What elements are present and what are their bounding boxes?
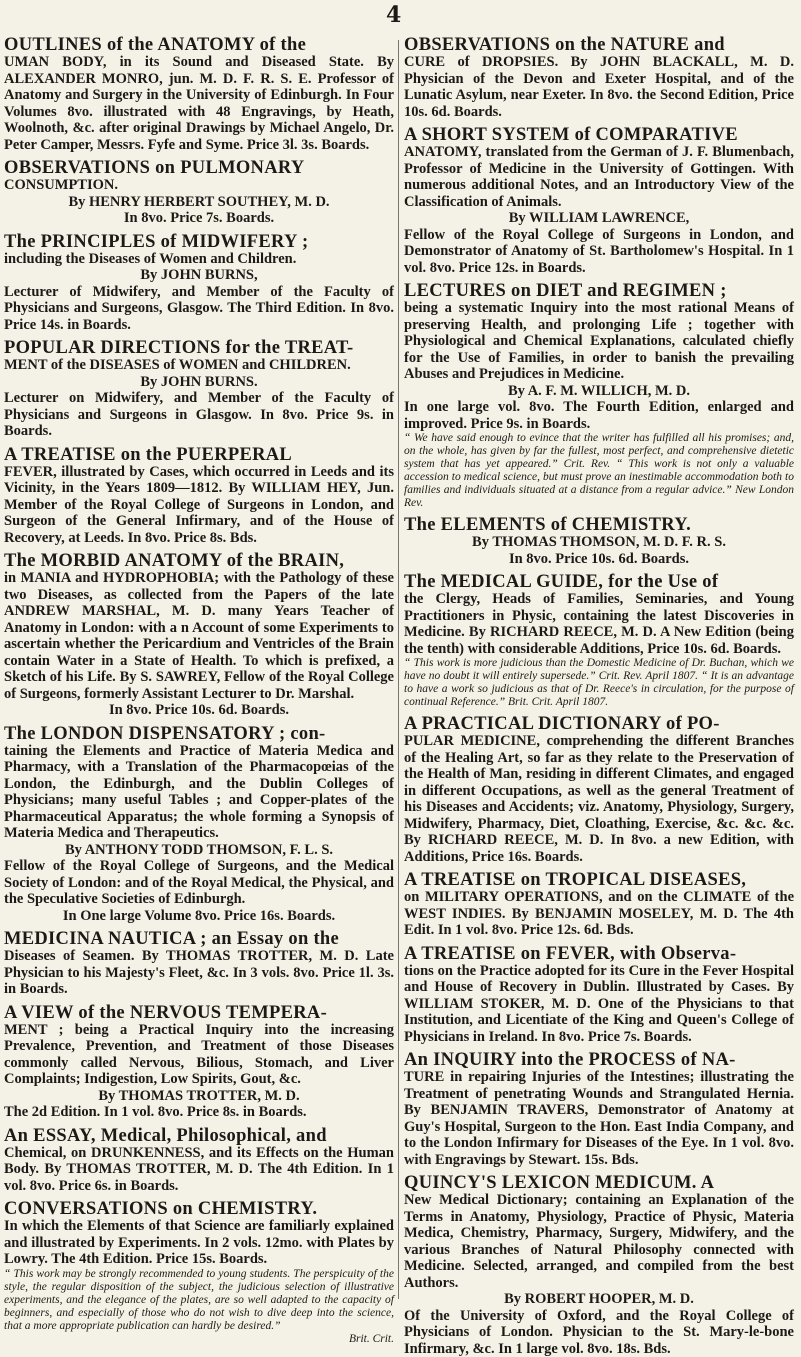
- ad-price: In 8vo. Price 7s. Boards.: [4, 210, 394, 227]
- advertisement: [4, 930, 394, 998]
- ad-head: MEDICINA NAUTICA ; an Essay on the: [4, 930, 394, 948]
- advertisement: [404, 945, 794, 1046]
- advertisement: [4, 725, 394, 925]
- left-column: [4, 36, 394, 1333]
- ad-quote: “ This work is more judicious than the Domestic Medicine of Dr. Buchan, which we have no doubt it will entirely supersede.” Crit. Rev. April 1807. “ It is an advantage to have a work so judicious as that of Dr. Reece's in circulation, for the purpose of continual Reference.” Brit. Crit. April 1807.: [404, 657, 794, 709]
- ad-body: UMAN BODY, in its Sound and Diseased State. By ALEXANDER MONRO, jun. M. D. F. R. S. E. Professor of Anatomy and Surgery in the University of Edinburgh. In Four Volumes 8vo. illustrated with 48 Engravings, by Heath, Woolnoth, &c. after original Drawings by Michael Angelo, Dr. Peter Camper, Messrs. Fyfe and Syme. Price 3l. 3s. Boards.: [4, 54, 394, 153]
- ad-head: LECTURES on DIET and REGIMEN ;: [404, 282, 794, 300]
- ad-author: By WILLIAM LAWRENCE,: [404, 210, 794, 227]
- ad-head: OBSERVATIONS on PULMONARY: [4, 159, 394, 177]
- ad-head: A PRACTICAL DICTIONARY of PO-: [404, 715, 794, 733]
- ad-body: CURE of DROPSIES. By JOHN BLACKALL, M. D. Physician of the Devon and Exeter Hospital, and of the Lunatic Asylum, near Exeter. In 8vo. the Second Edition, Price 10s. 6d. Boards.: [404, 54, 794, 120]
- ad-head: OBSERVATIONS on the NATURE and: [404, 36, 794, 54]
- ad-author: By ROBERT HOOPER, M. D.: [404, 1291, 794, 1308]
- right-column: [404, 36, 794, 1333]
- ad-body: CONSUMPTION.: [4, 177, 394, 194]
- ad-author: By A. F. M. WILLICH, M. D.: [404, 383, 794, 400]
- ad-quote: “ We have said enough to evince that the writer has fulfilled all his promises; and, on the whole, has given by far the fullest, most perfect, and comprehensive dietetic system that has yet appeared.” Crit. Rev. “ This work is not only a valuable accession to medical science, but must prove an inestimable accommodation both to families and individuals situated at a distance from a regular advice.” New London Rev.: [404, 432, 794, 510]
- ad-body2: Lecturer of Midwifery, and Member of the Faculty of Physicians and Surgeons, Glasgow. The Third Edition. In 8vo. Price 14s. in Boards.: [4, 284, 394, 334]
- ad-head: QUINCY'S LEXICON MEDICUM. A: [404, 1174, 794, 1192]
- ad-author: By JOHN BURNS,: [4, 267, 394, 284]
- advertisement: [404, 1051, 794, 1168]
- ad-head: The LONDON DISPENSATORY ; con-: [4, 725, 394, 743]
- ad-head: The MORBID ANATOMY of the BRAIN,: [4, 552, 394, 570]
- page-number: 4: [386, 2, 401, 28]
- ad-head: CONVERSATIONS on CHEMISTRY.: [4, 1200, 394, 1218]
- ad-body: in MANIA and HYDROPHOBIA; with the Pathology of these two Diseases, as collected from the Papers of the late ANDREW MARSHAL, M. D. many Years Teacher of Anatomy in London: with a n Account of some Experiments to ascertain whether the Pericardium and Ventricles of the Brain contain Water in a State of Health. To which is prefixed, a Sketch of his Life. By S. SAWREY, Fellow of the Royal College of Surgeons, formerly Assistant Lecturer to Dr. Marshal.: [4, 570, 394, 702]
- ad-body: ANATOMY, translated from the German of J. F. Blumenbach, Professor of Medicine in the University of Gottingen. With numerous additional Notes, and an Introductory View of the Classification of Animals.: [404, 144, 794, 210]
- ad-body: the Clergy, Heads of Families, Seminaries, and Young Practitioners in Physic, containing the latest Discoveries in Medicine. By RICHARD REECE, M. D. A New Edition (being the tenth) with considerable Additions, Price 10s. 6d. Boards.: [404, 591, 794, 657]
- ad-price: In One large Volume 8vo. Price 16s. Boards.: [4, 908, 394, 925]
- ad-body: Chemical, on DRUNKENNESS, and its Effects on the Human Body. By THOMAS TROTTER, M. D. The 4th Edition. In 1 vol. 8vo. Price 6s. in Boards.: [4, 1145, 394, 1195]
- advertisement: [404, 282, 794, 510]
- advertisement: [404, 573, 794, 709]
- ad-head: A TREATISE on FEVER, with Observa-: [404, 945, 794, 963]
- ad-body: being a systematic Inquiry into the most rational Means of preserving Health, and prolonging Life ; together with Physiological and Chemical Explanations, calculated chiefly for the Use of Families, in order to banish the prevailing Abuses and Prejudices in Medicine.: [404, 300, 794, 383]
- ad-author: By THOMAS TROTTER, M. D.: [4, 1088, 394, 1105]
- ad-body: FEVER, illustrated by Cases, which occurred in Leeds and its Vicinity, in the Years 1809—1812. By WILLIAM HEY, Jun. Member of the Royal College of Surgeons in London, and Surgeon of the General Infirmary, and of the House of Recovery, at Leeds. In 8vo. Price 8s. Bds.: [4, 464, 394, 547]
- ad-body: In which the Elements of that Science are familiarly explained and illustrated by Experiments. In 2 vols. 12mo. with Plates by Lowry. The 4th Edition. Price 15s. Boards.: [4, 1218, 394, 1268]
- ad-head: An INQUIRY into the PROCESS of NA-: [404, 1051, 794, 1069]
- advertisement: [404, 1174, 794, 1357]
- ad-author: By JOHN BURNS.: [4, 374, 394, 391]
- column-rule: [398, 40, 399, 1299]
- ad-body: New Medical Dictionary; containing an Explanation of the Terms in Anatomy, Physiology, Practice of Physic, Materia Medica, Chemistry, Pharmacy, Surgery, Midwifery, and the various Branches of Natural Philosophy connected with Medicine. Selected, arranged, and compiled from the best Authors.: [404, 1192, 794, 1291]
- advertisement: [4, 446, 394, 547]
- ad-body: Diseases of Seamen. By THOMAS TROTTER, M. D. Late Physician to his Majesty's Fleet, &c. In 3 vols. 8vo. Price 1l. 3s. in Boards.: [4, 948, 394, 998]
- ad-head: The ELEMENTS of CHEMISTRY.: [404, 516, 794, 534]
- advertisement: [4, 339, 394, 440]
- ad-body: including the Diseases of Women and Children.: [4, 251, 394, 268]
- ad-head: A TREATISE on TROPICAL DISEASES,: [404, 871, 794, 889]
- ad-head: OUTLINES of the ANATOMY of the: [4, 36, 394, 54]
- ad-author: By HENRY HERBERT SOUTHEY, M. D.: [4, 194, 394, 211]
- ad-author: By THOMAS THOMSON, M. D. F. R. S.: [404, 534, 794, 551]
- ad-author: By ANTHONY TODD THOMSON, F. L. S.: [4, 842, 394, 859]
- ad-body: MENT ; being a Practical Inquiry into the increasing Prevalence, Prevention, and Treatment of those Diseases commonly called Nervous, Bilious, Stomach, and Liver Complaints; Indigestion, Low Spirits, Gout, &c.: [4, 1022, 394, 1088]
- advertisement: [404, 516, 794, 567]
- ad-head: An ESSAY, Medical, Philosophical, and: [4, 1127, 394, 1145]
- advertisement: [4, 233, 394, 334]
- advertisement: [4, 552, 394, 719]
- ad-price: In 8vo. Price 10s. 6d. Boards.: [404, 551, 794, 568]
- ad-body: MENT of the DISEASES of WOMEN and CHILDREN.: [4, 357, 394, 374]
- ad-body2: Fellow of the Royal College of Surgeons in London, and Demonstrator of Anatomy of St. Bartholomew's Hospital. In 1 vol. 8vo. Price 12s. in Boards.: [404, 227, 794, 277]
- advertisement: [404, 871, 794, 939]
- ad-head: A VIEW of the NERVOUS TEMPERA-: [4, 1004, 394, 1022]
- ad-body2: The 2d Edition. In 1 vol. 8vo. Price 8s. in Boards.: [4, 1104, 394, 1121]
- ad-body2: Fellow of the Royal College of Surgeons, and the Medical Society of London: and of the Royal Medical, the Physical, and the Speculative Societies of Edinburgh.: [4, 858, 394, 908]
- ad-body: TURE in repairing Injuries of the Intestines; illustrating the Treatment of penetrating Wounds and Strangulated Hernia. By BENJAMIN TRAVERS, Demonstrator of Anatomy at Guy's Hospital, Surgeon to the Hon. East India Company, and to the London Infirmary for Diseases of the Eye. In 1 vol. 8vo. with Engravings by Stewart. 15s. Bds.: [404, 1069, 794, 1168]
- ad-head: A TREATISE on the PUERPERAL: [4, 446, 394, 464]
- advertisement: [4, 36, 394, 153]
- advertisement: [404, 715, 794, 865]
- ad-body: on MILITARY OPERATIONS, and on the CLIMATE of the WEST INDIES. By BENJAMIN MOSELEY, M. D. The 4th Edit. In 1 vol. 8vo. Price 12s. 6d. Bds.: [404, 889, 794, 939]
- ad-head: The PRINCIPLES of MIDWIFERY ;: [4, 233, 394, 251]
- ad-body: tions on the Practice adopted for its Cure in the Fever Hospital and House of Recovery in Dublin. Illustrated by Cases. By WILLIAM STOKER, M. D. One of the Physicians to that Institution, and Licentiate of the King and Queen's College of Physicians in Ireland. In 8vo. Price 7s. Boards.: [404, 963, 794, 1046]
- advertisement: [4, 1127, 394, 1195]
- ad-body2: Lecturer on Midwifery, and Member of the Faculty of Physicians and Surgeons in Glasgow. In 8vo. Price 9s. in Boards.: [4, 390, 394, 440]
- ad-head: The MEDICAL GUIDE, for the Use of: [404, 573, 794, 591]
- ad-body: taining the Elements and Practice of Materia Medica and Pharmacy, with a Translation of the Pharmacopœias of the London, the Edinburgh, and the Dublin Colleges of Physicians; many useful Tables ; and Copper-plates of the Pharmaceutical Apparatus; the whole forming a Synopsis of Materia Medica and Therapeutics.: [4, 743, 394, 842]
- advertisement: [4, 159, 394, 227]
- ad-price: In 8vo. Price 10s. 6d. Boards.: [4, 702, 394, 719]
- ad-source: Brit. Crit.: [4, 1333, 394, 1346]
- advertisement: [404, 36, 794, 120]
- ad-head: A SHORT SYSTEM of COMPARATIVE: [404, 126, 794, 144]
- ad-body2: Of the University of Oxford, and the Royal College of Physicians of London. Physician to the St. Mary-le-bone Infirmary, &c. In 1 large vol. 8vo. 18s. Bds.: [404, 1308, 794, 1357]
- ad-quote: “ This work may be strongly recommended to young students. The perspicuity of the style, the regular disposition of the subject, the judicious selection of illustrative experiments, and the elegance of the plates, are so well adapted to the capacity of beginners, and especially of those who do not wish to dive deep into the science, that a more appropriate publication can hardly be desired.”: [4, 1268, 394, 1333]
- advertisement: [4, 1200, 394, 1346]
- ad-body: PULAR MEDICINE, comprehending the different Branches of the Healing Art, so far as they relate to the Preservation of the Health of Man, residing in different Climates, and engaged in different Occupations, as well as the general Treatment of his Diseases and Accidents; viz. Anatomy, Physiology, Surgery, Midwifery, Pharmacy, Diet, Cloathing, Exercise, &c. &c. &c. By RICHARD REECE, M. D. In 8vo. a new Edition, with Additions, Price 16s. Boards.: [404, 733, 794, 865]
- ad-body2: In one large vol. 8vo. The Fourth Edition, enlarged and improved. Price 9s. in Boards.: [404, 399, 794, 432]
- advertisement: [4, 1004, 394, 1121]
- ad-head: POPULAR DIRECTIONS for the TREAT-: [4, 339, 394, 357]
- advertisement: [404, 126, 794, 276]
